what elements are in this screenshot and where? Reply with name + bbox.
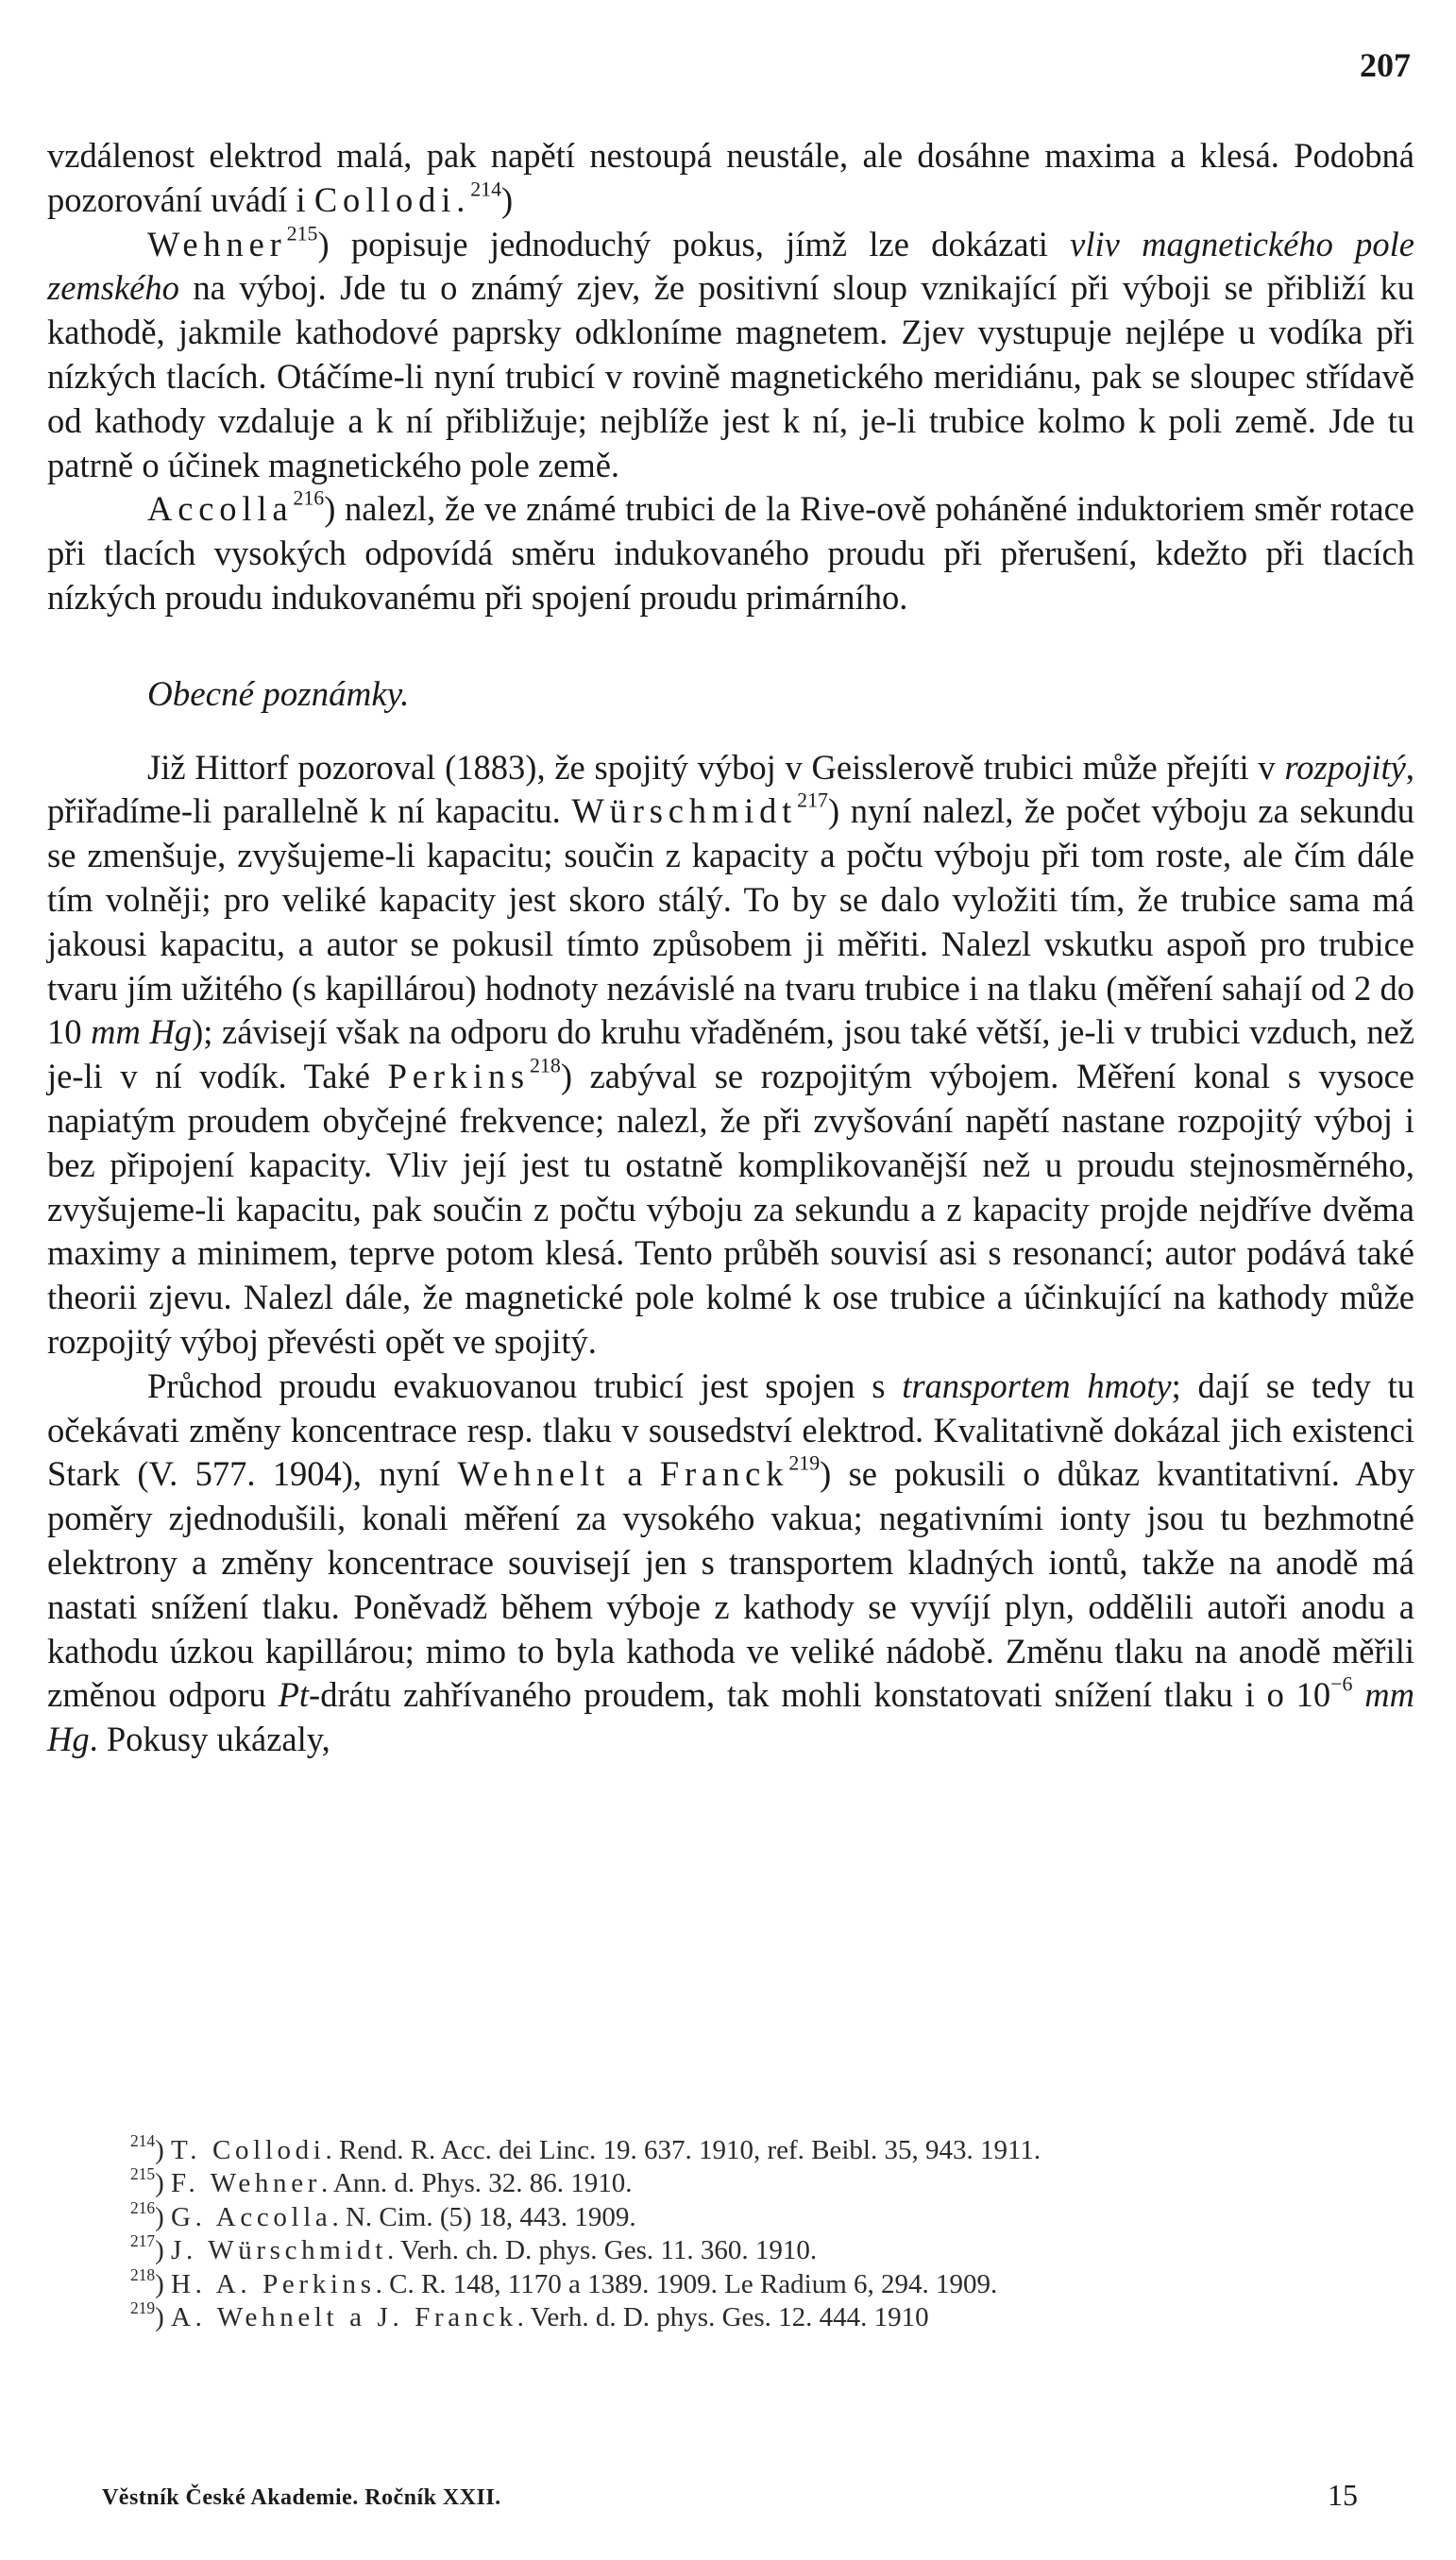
paragraph: Průchod proudu evakuovanou trubicí jest spojen s transportem hmoty; dají se tedy tu očekávati změny koncentrace resp. tlaku v sousedství elektrod. Kvalitativně dokázal jich existenci Stark (V. 577. 1904), nyní Wehnelt a Franck$^{219}$) se pokusili o důkaz kvantitativní. Aby poměry zjednodušili, konali měření za vysokého vakua; negativními ionty jsou tu bezhmotné elektrony a změny koncentrace souvisejí jen s transportem kladných iontů, takže na anodě má nastati snížení tlaku. Poněvadž během výboje z kathody se vyvíjí plyn, oddělili autoři anodu a kathodu úzkou kapillárou; mimo to byla kathoda ve veliké nádobě. Změnu tlaku na anodě měřili změnou odporu Pt-drátu zahřívaného proudem, tak mohli konstatovati snížení tlaku i o $10^{-6}$ mm Hg. Pokusy ukázaly, — [47, 1365, 1415, 1759]
footnote-author: G. Accolla — [171, 2201, 332, 2232]
footnote: $^{215}$) F. Wehner. Ann. d. Phys. 32. 86. 1910. — [130, 2164, 633, 2199]
paragraph: vzdálenost elektrod malá, pak napětí nestoupá neustále, ale dosáhne maxima a klesá. Podobná pozorování uvádí i Collodi.$^{214}$) — [47, 136, 1414, 219]
section-heading: Obecné poznámky. — [147, 674, 410, 714]
footnotes — [55, 2130, 1414, 2334]
footnote-author: A. Wehnelt a J. Franck — [171, 2302, 517, 2333]
footnote-author: H. A. Perkins — [171, 2268, 376, 2299]
author-name: Accolla — [147, 489, 294, 529]
paragraph: Wehner$^{215}$) popisuje jednoduchý pokus, jímž lze dokázati vliv magnetického pole zemského na výboj. Jde tu o známý zjev, že positivní sloup vznikající při výboji se přibliží ku kathodě, jakmile kathodové paprsky odkloníme magnetem. Zjev vystupuje nejlépe u vodíka při nízkých tlacích. Otáčíme-li nyní trubicí v rovině magnetického meridiánu, pak se sloupec střídavě od kathody vzdaluje a k ní přibližuje; nejblíže jest k ní, je-li trubice kolmo k poli země. Jde tu patrně o účinek magnetického pole země. — [47, 221, 1414, 484]
paragraph: Accolla$^{216}$) nalezl, že ve známé trubici de la Rive-ově poháněné induktoriem směr rotace při tlacích vysokých odpovídá směru indukovaného proudu při přerušení, kdežto při tlacích nízkých proudu indukovanému při spojení proudu primárního. — [47, 485, 1414, 617]
paragraph: Již Hittorf pozoroval (1883), že spojitý výboj v Geisslerově trubici může přejíti v rozpojitý, přiřadíme-li parallelně k ní kapacitu. Würschmidt$^{217}$) nyní nalezl, že počet výboju za sekundu se zmenšuje, zvyšujeme-li kapacitu; součin z kapacity a počtu výboju při tom roste, ale čím dále tím volněji; pro veliké kapacity jest skoro stálý. To by se dalo vyložiti tím, že trubice sama má jakousi kapacitu, a autor se pokusil tímto způsobem ji měřiti. Nalezl vskutku aspoň pro trubice tvaru jím užitého (s kapillárou) hodnoty nezávislé na tvaru trubice i na tlaku (měření sahají od 2 do 10 mm Hg); závisejí však na odporu do kruhu vřaděném, jsou také větší, je-li v trubici vzduch, než je-li v ní vodík. Také Perkins$^{218}$) zabýval se rozpojitým výbojem. Měření konal s vysoce napiatým proudem obyčejné frekvence; nalezl, že při zvyšování napětí nastane rozpojitý výboj i bez připojení kapacity. Vliv její jest tu ostatně komplikovanější než u proudu stejnosměrného, zvyšujeme-li kapacitu, pak součin z počtu výboju za sekundu a z kapacity projde nejdříve dvěma maximy a minimem, teprve potom klesá. Tento průběh souvisí asi s resonancí; autor podává také theorii zjevu. Nalezl dále, že magnetické pole kolmé k ose trubice a účinkující na kathody může rozpojitý výboj převésti opět ve spojitý. — [47, 747, 1414, 1361]
footnote-ref[interactable]: 218 — [529, 1053, 561, 1077]
author-name: Franck — [659, 1454, 789, 1494]
footnote-number: 216 — [130, 2197, 156, 2217]
footnote-ref[interactable]: 214 — [470, 177, 502, 201]
footnote: $^{219}$) A. Wehnelt a J. Franck. Verh. d. D. phys. Ges. 12. 444. 1910 — [130, 2297, 929, 2333]
main-text — [47, 134, 1414, 1762]
footnote-ref[interactable]: 217 — [797, 788, 828, 812]
footnote: $^{218}$) H. A. Perkins. C. R. 148, 1170 a 1389. 1909. Le Radium 6, 294. 1909. — [130, 2264, 998, 2299]
footnote-number: 219 — [130, 2297, 156, 2317]
author-name: Collodi. — [313, 179, 471, 219]
italic-term: mm Hg — [91, 1012, 193, 1052]
italic-term: transportem hmoty — [902, 1365, 1172, 1405]
signature-mark: 15 — [1328, 2478, 1358, 2512]
exponent: −6 — [1330, 1671, 1353, 1696]
footnote-author: F. Wehner — [171, 2168, 322, 2199]
page-number: 207 — [1360, 46, 1411, 84]
footnote-ref[interactable]: 216 — [293, 485, 325, 510]
footnote-author: T. Collodi — [171, 2135, 326, 2165]
journal-footer: Věstník České Akademie. Ročník XXII. — [102, 2485, 501, 2510]
footnote-number: 214 — [130, 2130, 156, 2150]
italic-term: mm Hg — [47, 1675, 1415, 1759]
author-name: Wehnelt — [457, 1454, 611, 1494]
footnote-author: J. Würschmidt — [171, 2235, 387, 2266]
footnote: $^{214}$) T. Collodi. Rend. R. Acc. dei Linc. 19. 637. 1910, ref. Beibl. 35, 943. 1911. — [130, 2130, 1041, 2165]
author-name: Würschmidt — [571, 791, 798, 831]
italic-term: Pt — [278, 1675, 310, 1715]
italic-term: rozpojitý — [1284, 747, 1406, 787]
footnote-number: 215 — [130, 2164, 156, 2184]
italic-term: vliv magnetického pole zemského — [47, 224, 1414, 308]
author-name: Wehner — [147, 224, 287, 263]
footnote-ref[interactable]: 215 — [286, 221, 318, 246]
footnote-ref[interactable]: 219 — [788, 1450, 821, 1475]
footnote-number: 217 — [130, 2231, 156, 2251]
author-name: Perkins — [387, 1057, 530, 1096]
footnote: $^{217}$) J. Würschmidt. Verh. ch. D. phys. Ges. 11. 360. 1910. — [130, 2231, 818, 2266]
footnote: $^{216}$) G. Accolla. N. Cim. (5) 18, 443. 1909. — [130, 2197, 636, 2232]
footnote-number: 218 — [130, 2264, 156, 2284]
